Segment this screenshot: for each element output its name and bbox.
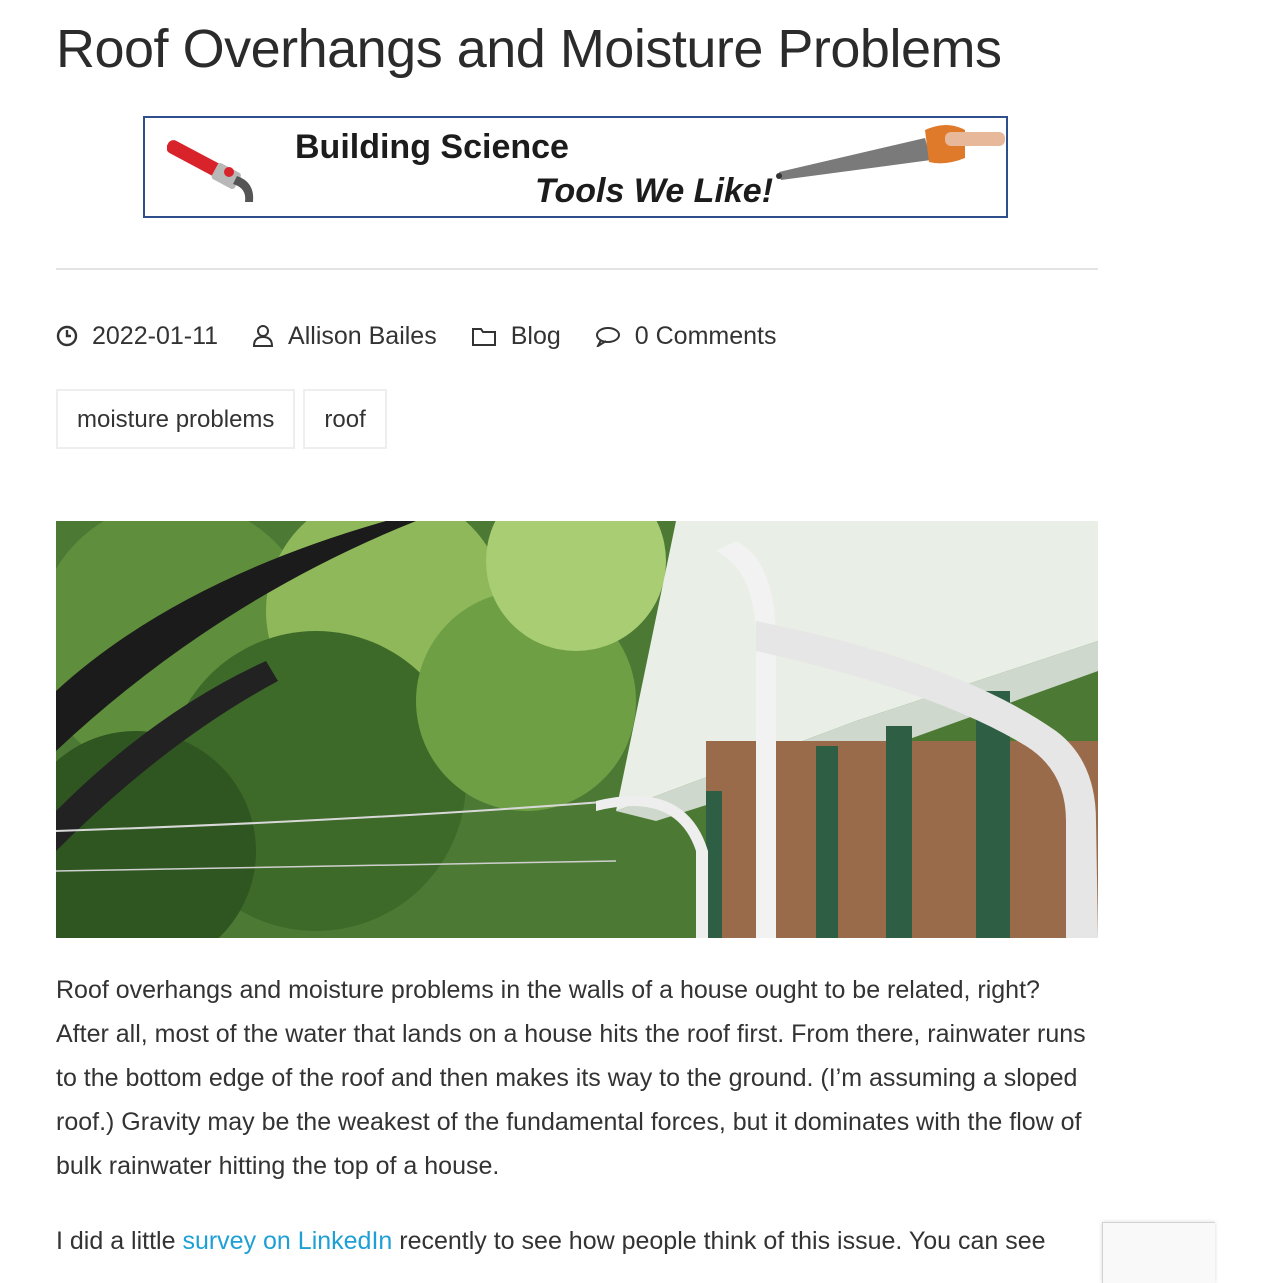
linkedin-survey-link[interactable]: survey on LinkedIn [182, 1227, 393, 1255]
post-category[interactable] [471, 322, 561, 351]
paragraph-survey-before: I did a little [56, 1227, 183, 1255]
post-meta [56, 318, 810, 354]
clock-icon [56, 325, 78, 347]
paragraph-survey [56, 1219, 1098, 1263]
divider [56, 268, 1098, 270]
recaptcha-badge[interactable] [1102, 1222, 1215, 1283]
banner-line-2: Tools We Like! [535, 172, 774, 210]
post-date [56, 322, 218, 351]
post-author-link[interactable]: Allison Bailes [288, 321, 437, 350]
post-comments-link[interactable]: 0 Comments [634, 321, 777, 350]
tag-roof[interactable]: roof [303, 389, 386, 449]
paragraph-survey-after: recently to see how people think of this issue. You can see [392, 1227, 1046, 1255]
post-author[interactable] [252, 322, 437, 351]
tag-moisture-problems[interactable]: moisture problems [56, 389, 295, 449]
comment-icon [595, 325, 621, 347]
user-icon [252, 324, 274, 348]
post-date-text: 2022-01-11 [92, 321, 219, 350]
post-comments[interactable] [595, 322, 777, 351]
featured-image [56, 521, 1098, 938]
hand-saw-icon [775, 120, 1007, 190]
roof-gutter-photo [56, 521, 1098, 938]
tag-list [56, 389, 395, 449]
tools-banner[interactable] [143, 116, 1008, 218]
pipe-wrench-icon [167, 132, 267, 212]
paragraph-intro: Roof overhangs and moisture problems in the walls of a house ought to be related, right? After all, most of the water that lands on a house hits the roof first. From there, rainwater runs to the bottom edge of the roof and then makes its way to the ground. (I’m assuming a sloped roof.) Gravity may be the weakest of the fundamental forces, but it dominates with the flow of bulk rainwater hitting the top of a house. [56, 976, 1086, 1180]
post-category-link[interactable]: Blog [510, 321, 561, 350]
page-title: Roof Overhangs and Moisture Problems [56, 19, 1002, 79]
folder-icon [471, 325, 497, 347]
banner-line-1: Building Science [295, 128, 569, 166]
